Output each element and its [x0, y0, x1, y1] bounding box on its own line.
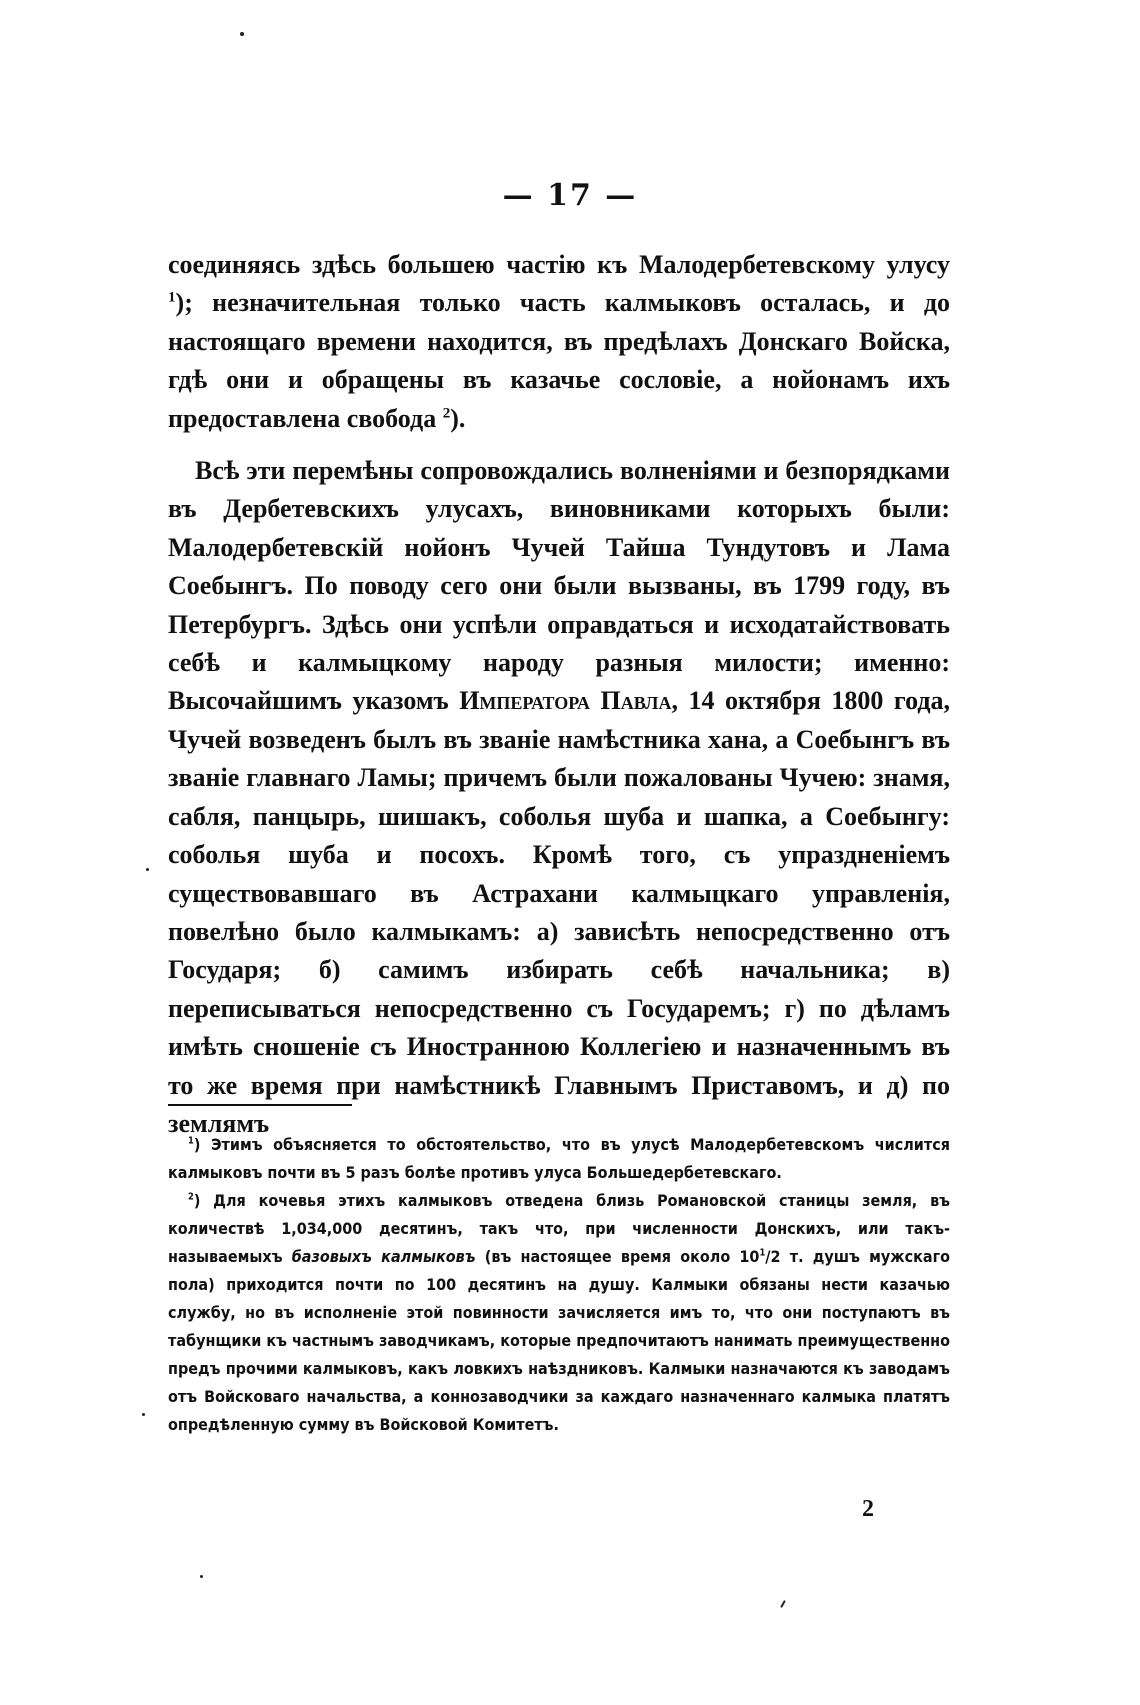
footnote-1-mark: 1	[188, 1135, 194, 1147]
paragraph-2-text-b: , 14 октября 1800 года, Чучей возведенъ былъ въ званіе намѣстника хана, а Соебынгъ въ званіе главнаго Ламы; причемъ были пожалованы Чучею: знамя, сабля, панцырь, шишакъ, соболья шуба и шапка, а Соебынгу: соболья шуба и посохъ. Кромѣ того, съ упраздненіемъ существовавшаго въ Астрахани калмыцкаго управленія, повелѣно было калмыкамъ: а) зависѣть непосредственно отъ Государя; б) самимъ избирать себѣ начальника; в) переписываться непосредственно съ Государемъ; г) по дѣламъ имѣть сношеніе съ Иностранною Коллегіею и назначеннымъ въ то же время при намѣстникѣ Главнымъ Приставомъ, и д) по землямъ	[168, 686, 950, 1138]
footnote-2-text-b: (въ настоящее время около 10	[475, 1247, 760, 1266]
print-speck	[240, 32, 244, 36]
signature-mark: 2	[862, 1496, 874, 1522]
page-number: — 17 —	[502, 178, 638, 213]
footnote-1	[168, 1131, 950, 1187]
fraction-denominator: /2	[765, 1247, 781, 1266]
paragraph-1	[168, 246, 950, 438]
fraction-numerator: 1	[759, 1247, 766, 1259]
paragraph-2	[168, 452, 950, 1143]
footnote-divider	[168, 1104, 352, 1106]
footnote-2-emphasis: базовыхъ калмыковъ	[291, 1247, 476, 1266]
print-speck	[146, 868, 149, 871]
footnote-1-text: ) Этимъ объясняется то обстоятельство, что въ улусѣ Малодербетевскомъ числится калмыковъ почти въ 5 разъ болѣе противъ улуса Большедербетевскаго.	[168, 1135, 950, 1182]
footnote-ref-1: 1	[168, 289, 176, 306]
main-text	[168, 246, 950, 1143]
paragraph-2-text-a: Всѣ эти перемѣны сопровождались волненіями и безпорядками въ Дербетевскихъ улусахъ, виновниками которыхъ были: Малодербетевскій нойонъ Чучей Тайша Тундутовъ и Лама Соебынгъ. По поводу сего они были вызваны, въ 1799 году, въ Петербургъ. Здѣсь они успѣли оправдаться и исходатайствовать себѣ и калмыцкому народу разныя милости; именно: Высочайшимъ указомъ	[168, 456, 950, 716]
footnote-ref-2: 2	[442, 404, 451, 421]
footnote-2-text-a: ) Для кочевья этихъ калмыковъ отведена близь Романовской станицы земля, въ количествѣ 1,034,000 десятинъ, такъ что, при численности Донскихъ, или такъ-называемыхъ	[168, 1191, 950, 1266]
print-speck	[142, 1413, 145, 1416]
paragraph-1-text-c: ).	[450, 403, 466, 433]
print-speck	[200, 1575, 203, 1578]
paragraph-1-text-a: соединяясь здѣсь большею частію къ Малодербетевскому улусу	[168, 250, 950, 279]
footnotes	[168, 1131, 950, 1439]
paragraph-1-text-b: ); незначительная только часть калмыковъ осталась, и до настоящаго времени находится, въ предѣлахъ Донскаго Войска, гдѣ они и обращены въ казачье сословіе, а нойонамъ ихъ предоставлена свобода	[168, 288, 950, 433]
footnote-2	[168, 1187, 950, 1439]
footnote-2-mark: 2	[188, 1191, 194, 1203]
footnote-2-text-c: т. душъ мужскаго пола) приходится почти по 100 десятинъ на душу. Калмыки обязаны нести казачью службу, но въ исполненіе этой повинности зачисляется имъ то, что они поступаютъ въ табунщики къ частнымъ заводчикамъ, которые предпочитаютъ нанимать преимущественно предъ прочими калмыковъ, какъ ловкихъ наѣздниковъ. Калмыки назначаются къ заводамъ отъ Войсковаго начальства, а коннозаводчики за каждаго назначеннаго калмыка платятъ опредѣленную сумму въ Войсковой Комитетъ.	[168, 1247, 951, 1434]
emperor-name: Императора Павла	[459, 686, 672, 716]
print-speck	[780, 1600, 786, 1608]
